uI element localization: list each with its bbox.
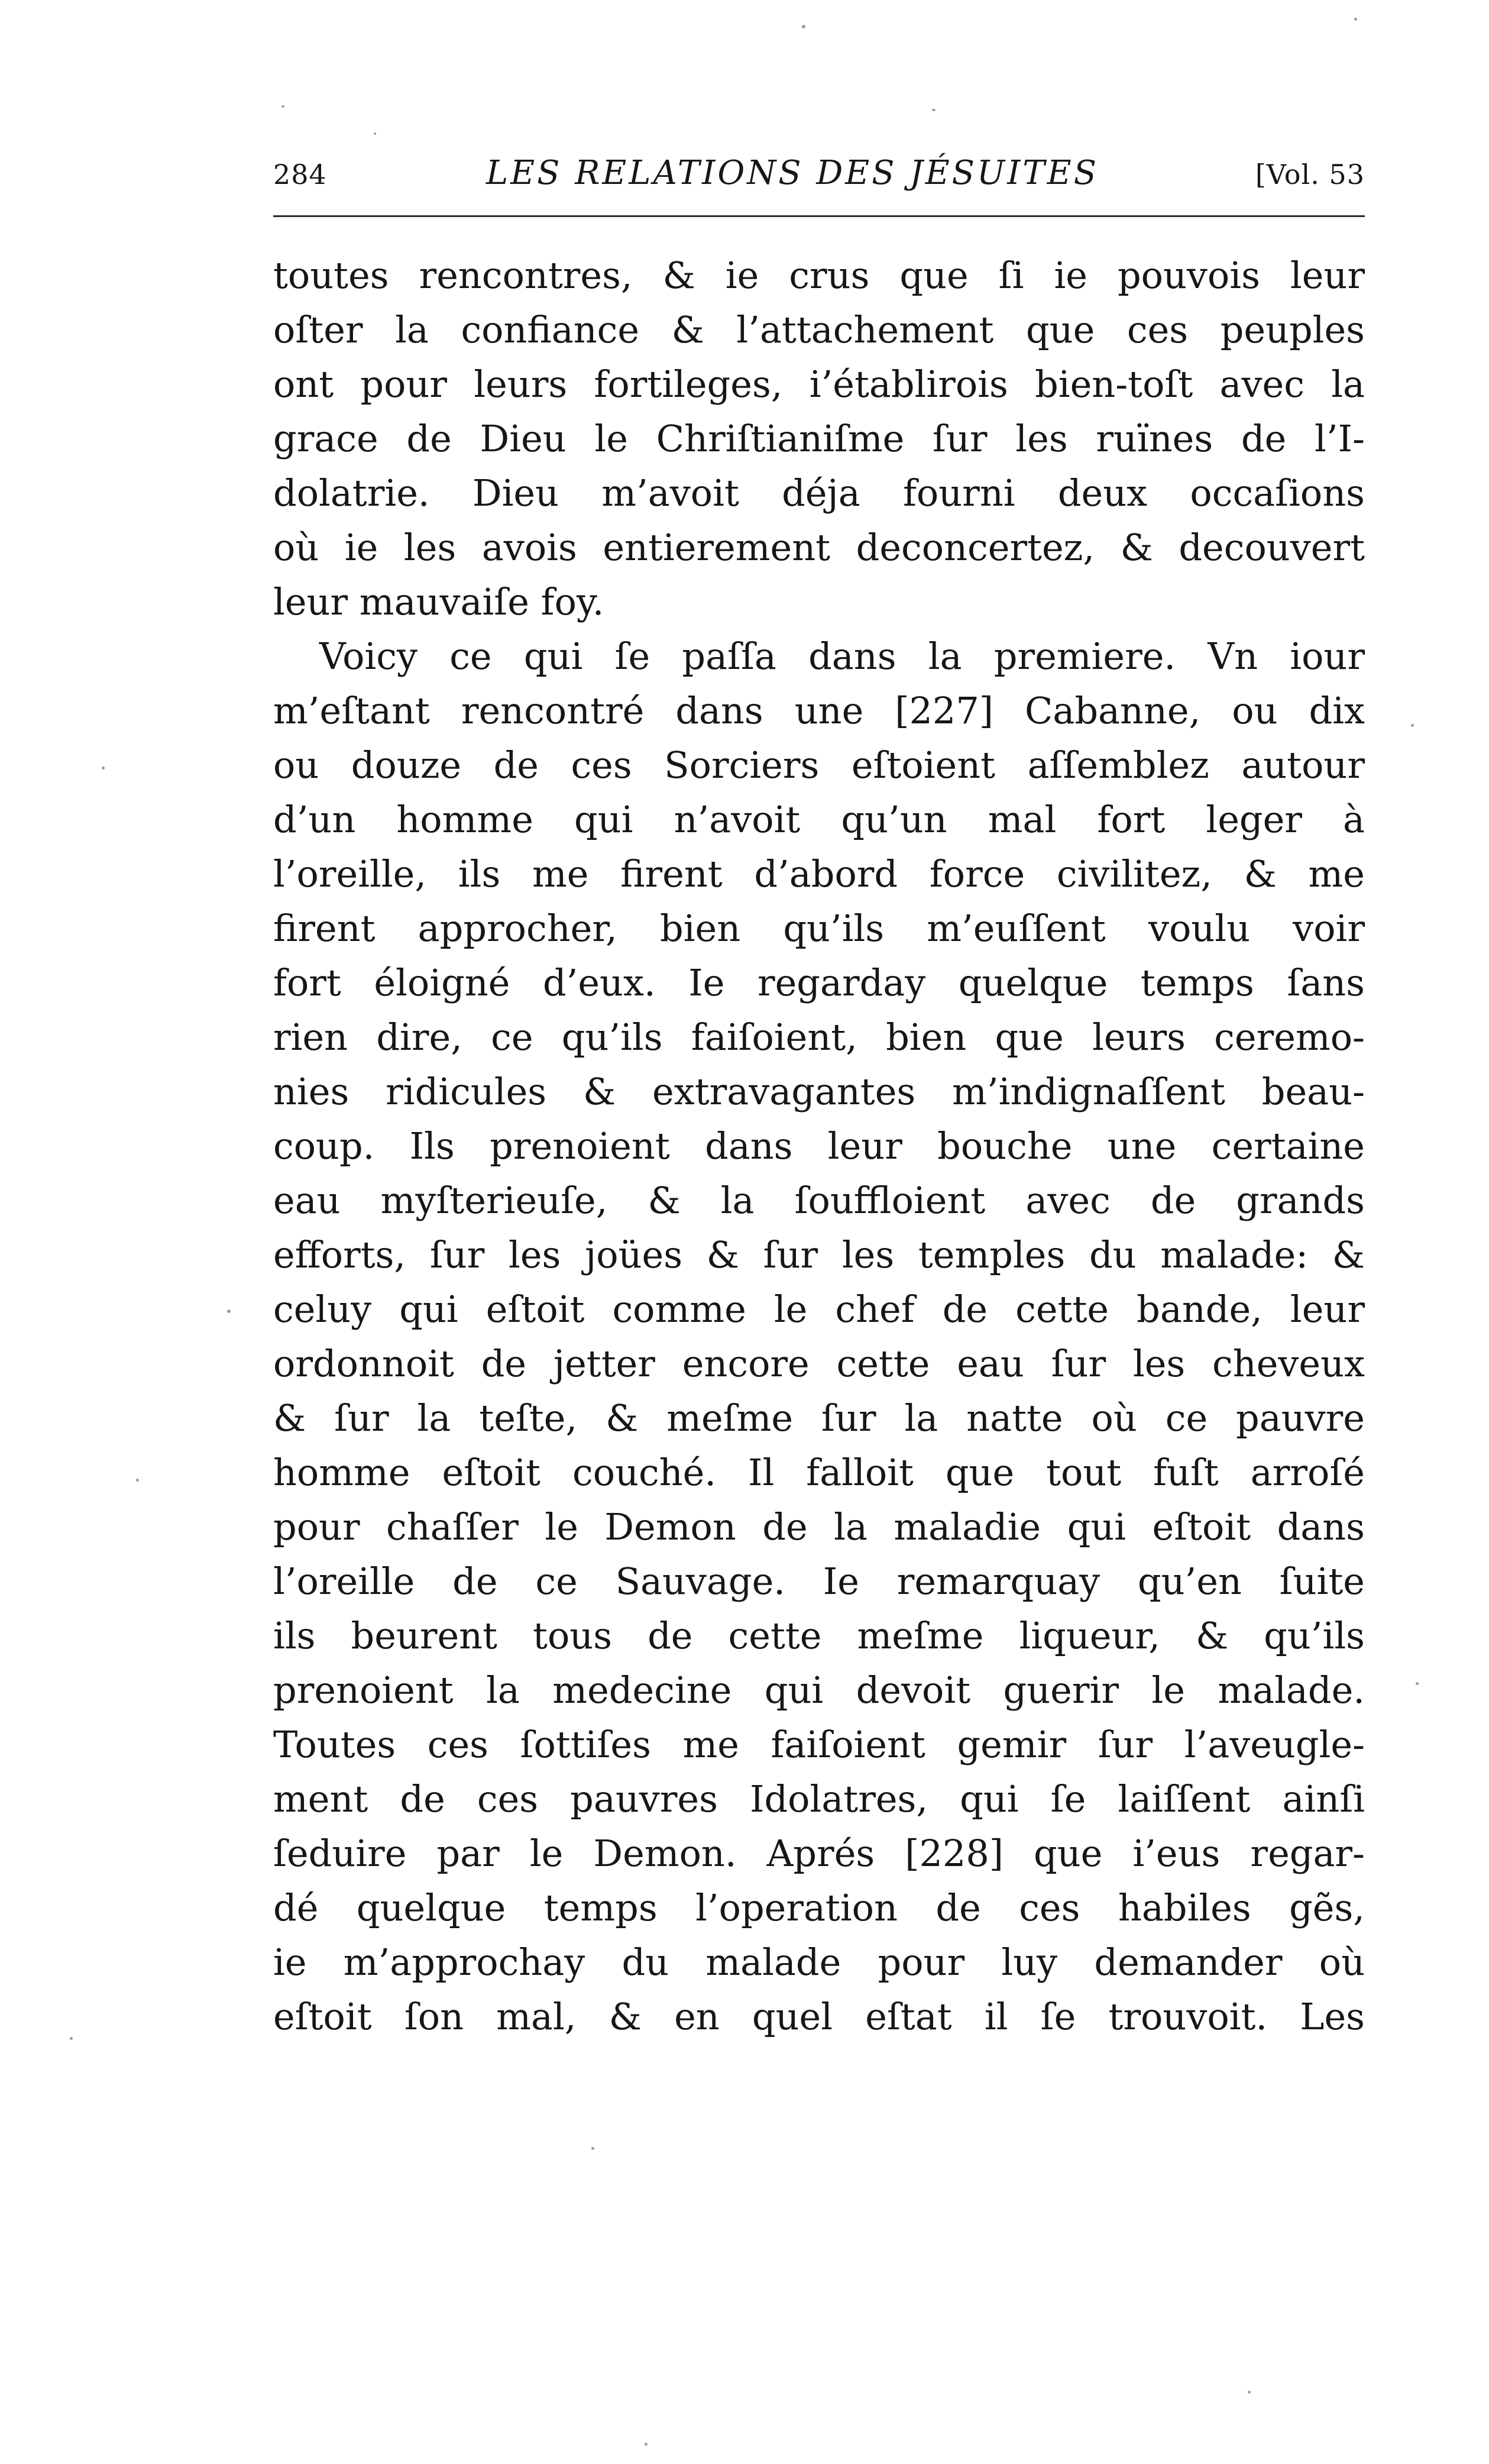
text-line: ont pour leurs fortileges, i’établirois bien-toſt avec la [273,363,1365,406]
text-line: & ſur la teſte, & meſme ſur la natte où ce pauvre [273,1396,1365,1440]
text-line: ils beurent tous de cette meſme liqueur, & qu’ils [273,1614,1365,1657]
scan-speck [1248,2391,1251,2394]
text-line: oſter la confiance & l’attachement que ces peuples [273,308,1365,351]
text-line: Voicy ce qui ſe paſſa dans la premiere. Vn iour [319,635,1365,678]
scan-speck [1354,18,1357,21]
text-line: prenoient la medecine qui devoit guerir le malade. [273,1668,1365,1712]
running-title: LES RELATIONS DES JÉSUITES [486,154,1099,192]
scan-speck [591,2147,594,2150]
text-line: leur mauvaiſe foy. [273,580,604,623]
text-line: eſtoit ſon mal, & en quel eſtat il ſe trouvoit. Les [273,1995,1365,2038]
scan-speck [802,25,805,28]
text-line: m’eſtant rencontré dans une [227] Cabanne, ou dix [273,689,1365,732]
scan-speck [932,109,936,111]
scan-speck [227,1309,231,1313]
text-line: ordonnoit de jetter encore cette eau ſur les cheveux [273,1342,1365,1385]
text-line: efforts, ſur les joües & ſur les temples du malade: & [273,1233,1365,1276]
text-line: ie m’approchay du malade pour luy demander où [273,1941,1365,1984]
scan-speck [136,1479,139,1482]
scan-speck [281,105,284,108]
scan-speck [1411,724,1414,727]
text-line: rien dire, ce qu’ils faiſoient, bien que leurs ceremo- [273,1016,1365,1059]
text-line: ſeduire par le Demon. Aprés [228] que i’eus regar- [273,1832,1365,1875]
text-line: d’un homme qui n’avoit qu’un mal fort leger à [273,798,1365,841]
text-line: grace de Dieu le Chriſtianiſme ſur les ruïnes de l’I- [273,417,1365,460]
text-line: coup. Ils prenoient dans leur bouche une certaine [273,1124,1365,1168]
text-line: toutes rencontres, & ie crus que ſi ie pouvois leur [273,254,1365,297]
scan-speck [102,767,105,769]
text-line: ou douze de ces Sorciers eſtoient aſſemblez autour [273,743,1365,787]
text-line: ment de ces pauvres Idolatres, qui ſe laiſſent ainſi [273,1777,1365,1820]
text-line: firent approcher, bien qu’ils m’euſſent voulu voir [273,907,1365,950]
text-line: Toutes ces ſottiſes me faiſoient gemir ſur l’aveugle- [273,1723,1365,1766]
body-text [273,248,1365,2044]
scan-speck [1416,1682,1419,1685]
volume-label: [Vol. 53 [1255,159,1365,190]
page-number: 284 [273,159,327,190]
text-line: dé quelque temps l’operation de ces habiles gẽs, [273,1886,1365,1929]
scan-speck [645,2443,648,2446]
scan-speck [70,2037,73,2040]
text-line: dolatrie. Dieu m’avoit déja fourni deux occaſions [273,471,1365,515]
text-line: fort éloigné d’eux. Ie regarday quelque temps ſans [273,961,1365,1004]
text-line: homme eſtoit couché. Il falloit que tout fuſt arroſé [273,1451,1365,1494]
text-line: l’oreille de ce Sauvage. Ie remarquay qu’en ſuite [273,1560,1365,1603]
text-line: nies ridicules & extravagantes m’indignaſſent beau- [273,1070,1365,1113]
running-header [273,154,1365,201]
text-line: celuy qui eſtoit comme le chef de cette bande, leur [273,1288,1365,1331]
scan-speck [374,132,376,135]
text-line: où ie les avois entierement deconcertez, & decouvert [273,526,1365,569]
text-line: eau myſterieuſe, & la ſouffloient avec de grands [273,1179,1365,1222]
header-rule [273,215,1365,217]
text-line: pour chaſſer le Demon de la maladie qui eſtoit dans [273,1505,1365,1548]
text-line: l’oreille, ils me firent d’abord force civilitez, & me [273,852,1365,895]
